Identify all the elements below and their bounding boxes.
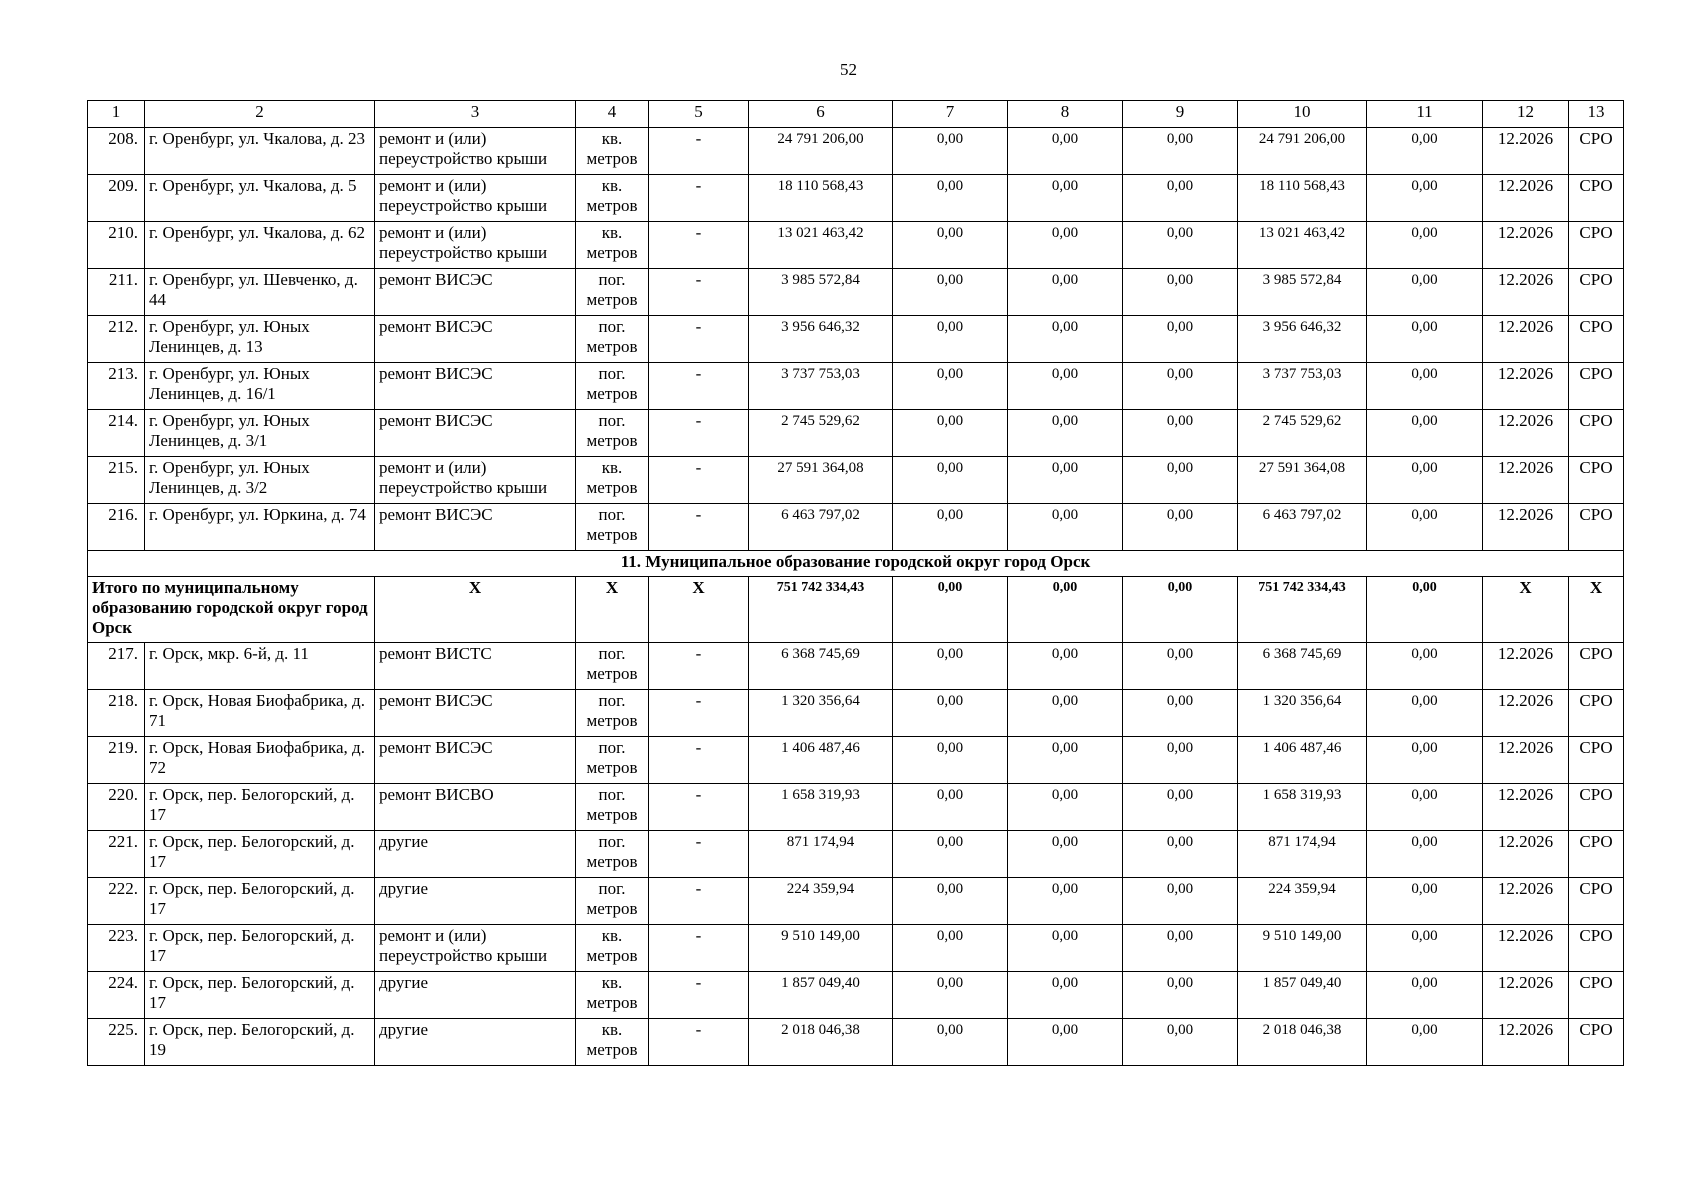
table-cell: 12.2026	[1483, 410, 1569, 457]
table-cell: 0,00	[1008, 878, 1123, 925]
table-cell: -	[649, 128, 749, 175]
table-cell: пог. метров	[576, 269, 649, 316]
table-cell: 0,00	[893, 222, 1008, 269]
table-cell: СРО	[1569, 784, 1624, 831]
table-cell: 0,00	[1123, 972, 1238, 1019]
table-cell: 13 021 463,42	[749, 222, 893, 269]
table-cell: 211.	[88, 269, 145, 316]
table-cell: 0,00	[1008, 925, 1123, 972]
table-cell: г. Оренбург, ул. Шевченко, д. 44	[145, 269, 375, 316]
table-cell: СРО	[1569, 737, 1624, 784]
table-cell: г. Орск, пер. Белогорский, д. 17	[145, 878, 375, 925]
table-cell: 0,00	[1367, 363, 1483, 410]
table-cell: СРО	[1569, 878, 1624, 925]
table-cell: -	[649, 504, 749, 551]
total-cell: 0,00	[893, 577, 1008, 643]
table-cell: СРО	[1569, 690, 1624, 737]
table-cell: ремонт ВИСЭС	[375, 410, 576, 457]
table-cell: 0,00	[1123, 269, 1238, 316]
section-title: 11. Муниципальное образование городской округ город Орск	[88, 551, 1624, 577]
table-cell: пог. метров	[576, 831, 649, 878]
table-cell: кв. метров	[576, 457, 649, 504]
table-cell: ремонт ВИСЭС	[375, 690, 576, 737]
column-number-8: 8	[1008, 101, 1123, 128]
table-cell: 3 985 572,84	[749, 269, 893, 316]
table-cell: 12.2026	[1483, 972, 1569, 1019]
table-cell: -	[649, 831, 749, 878]
table-cell: -	[649, 643, 749, 690]
table-cell: 0,00	[1123, 690, 1238, 737]
table-cell: 214.	[88, 410, 145, 457]
table-cell: 220.	[88, 784, 145, 831]
table-cell: пог. метров	[576, 504, 649, 551]
table-cell: г. Оренбург, ул. Чкалова, д. 5	[145, 175, 375, 222]
column-number-1: 1	[88, 101, 145, 128]
table-cell: 12.2026	[1483, 269, 1569, 316]
table-cell: 0,00	[1367, 457, 1483, 504]
table-cell: 0,00	[1123, 316, 1238, 363]
table-cell: 2 018 046,38	[1238, 1019, 1367, 1066]
table-cell: ремонт и (или) переустройство крыши	[375, 457, 576, 504]
table-row	[88, 175, 1624, 222]
table-cell: 24 791 206,00	[749, 128, 893, 175]
table-cell: 210.	[88, 222, 145, 269]
table-cell: 0,00	[893, 972, 1008, 1019]
table-cell: кв. метров	[576, 1019, 649, 1066]
table-cell: 6 463 797,02	[1238, 504, 1367, 551]
table-cell: 0,00	[1367, 690, 1483, 737]
table-cell: СРО	[1569, 972, 1624, 1019]
table-cell: 0,00	[1123, 737, 1238, 784]
column-number-4: 4	[576, 101, 649, 128]
table-cell: 0,00	[1008, 831, 1123, 878]
column-number-3: 3	[375, 101, 576, 128]
table-cell: 224 359,94	[1238, 878, 1367, 925]
table-row	[88, 222, 1624, 269]
table-cell: 0,00	[893, 737, 1008, 784]
table-cell: 6 368 745,69	[1238, 643, 1367, 690]
table-cell: 1 406 487,46	[1238, 737, 1367, 784]
table-cell: 871 174,94	[1238, 831, 1367, 878]
table-cell: г. Оренбург, ул. Юных Ленинцев, д. 3/1	[145, 410, 375, 457]
table-cell: 18 110 568,43	[749, 175, 893, 222]
table-cell: 0,00	[893, 690, 1008, 737]
table-cell: 0,00	[1367, 784, 1483, 831]
table-cell: 0,00	[893, 1019, 1008, 1066]
section-row	[88, 551, 1624, 577]
table-cell: 0,00	[1008, 316, 1123, 363]
table-cell: ремонт и (или) переустройство крыши	[375, 175, 576, 222]
table-cell: 0,00	[1123, 925, 1238, 972]
table-cell: 3 956 646,32	[1238, 316, 1367, 363]
table-cell: 1 658 319,93	[749, 784, 893, 831]
table-cell: СРО	[1569, 457, 1624, 504]
table-cell: пог. метров	[576, 410, 649, 457]
table-cell: 222.	[88, 878, 145, 925]
table-cell: 0,00	[1008, 410, 1123, 457]
column-number-9: 9	[1123, 101, 1238, 128]
table-row	[88, 831, 1624, 878]
total-cell: 0,00	[1367, 577, 1483, 643]
table-cell: 1 857 049,40	[749, 972, 893, 1019]
table-cell: 0,00	[1123, 175, 1238, 222]
table-cell: 12.2026	[1483, 784, 1569, 831]
table-cell: 0,00	[1123, 410, 1238, 457]
table-cell: СРО	[1569, 925, 1624, 972]
table-row	[88, 504, 1624, 551]
table-cell: 0,00	[893, 925, 1008, 972]
table-row	[88, 269, 1624, 316]
table-cell: другие	[375, 878, 576, 925]
table-cell: г. Орск, Новая Биофабрика, д. 71	[145, 690, 375, 737]
total-label: Итого по муниципальному образованию городской округ город Орск	[88, 577, 375, 643]
table-cell: СРО	[1569, 175, 1624, 222]
table-cell: 1 658 319,93	[1238, 784, 1367, 831]
table-cell: 12.2026	[1483, 175, 1569, 222]
table-cell: 0,00	[1008, 363, 1123, 410]
capital-repair-table	[87, 100, 1624, 1066]
table-cell: 3 737 753,03	[749, 363, 893, 410]
table-cell: ремонт ВИСТС	[375, 643, 576, 690]
table-cell: 6 368 745,69	[749, 643, 893, 690]
table-row	[88, 363, 1624, 410]
table-cell: 224 359,94	[749, 878, 893, 925]
table-cell: кв. метров	[576, 222, 649, 269]
table-cell: 0,00	[893, 504, 1008, 551]
table-cell: пог. метров	[576, 690, 649, 737]
table-cell: ремонт ВИСЭС	[375, 269, 576, 316]
table-cell: 0,00	[1367, 175, 1483, 222]
table-cell: -	[649, 222, 749, 269]
table-cell: 18 110 568,43	[1238, 175, 1367, 222]
table-cell: 12.2026	[1483, 363, 1569, 410]
table-cell: 27 591 364,08	[749, 457, 893, 504]
table-cell: кв. метров	[576, 972, 649, 1019]
table-cell: 0,00	[1367, 269, 1483, 316]
table-cell: 0,00	[1367, 878, 1483, 925]
table-cell: ремонт ВИСЭС	[375, 504, 576, 551]
table-cell: СРО	[1569, 128, 1624, 175]
table-cell: другие	[375, 831, 576, 878]
table-cell: г. Орск, пер. Белогорский, д. 17	[145, 925, 375, 972]
table-cell: 0,00	[1123, 878, 1238, 925]
table-row	[88, 128, 1624, 175]
table-cell: 0,00	[1367, 410, 1483, 457]
table-cell: 0,00	[1008, 504, 1123, 551]
table-cell: 6 463 797,02	[749, 504, 893, 551]
table-cell: 24 791 206,00	[1238, 128, 1367, 175]
table-cell: кв. метров	[576, 175, 649, 222]
table-cell: г. Орск, мкр. 6-й, д. 11	[145, 643, 375, 690]
table-cell: 0,00	[1367, 925, 1483, 972]
table-cell: 0,00	[1008, 457, 1123, 504]
total-cell: X	[1483, 577, 1569, 643]
table-cell: 0,00	[1123, 1019, 1238, 1066]
table-cell: г. Оренбург, ул. Чкалова, д. 23	[145, 128, 375, 175]
table-cell: 0,00	[893, 128, 1008, 175]
table-cell: 27 591 364,08	[1238, 457, 1367, 504]
table-cell: ремонт ВИСЭС	[375, 363, 576, 410]
table-row	[88, 1019, 1624, 1066]
table-cell: СРО	[1569, 222, 1624, 269]
table-cell: 0,00	[1008, 972, 1123, 1019]
table-cell: 12.2026	[1483, 690, 1569, 737]
table-cell: -	[649, 410, 749, 457]
table-cell: 0,00	[1367, 128, 1483, 175]
table-cell: г. Оренбург, ул. Юркина, д. 74	[145, 504, 375, 551]
table-cell: 9 510 149,00	[749, 925, 893, 972]
table-cell: ремонт и (или) переустройство крыши	[375, 925, 576, 972]
table-cell: 0,00	[1367, 1019, 1483, 1066]
table-cell: пог. метров	[576, 784, 649, 831]
table-cell: -	[649, 690, 749, 737]
table-cell: 0,00	[1008, 128, 1123, 175]
total-cell: X	[375, 577, 576, 643]
table-cell: ремонт и (или) переустройство крыши	[375, 128, 576, 175]
table-cell: 0,00	[1123, 784, 1238, 831]
table-cell: г. Орск, Новая Биофабрика, д. 72	[145, 737, 375, 784]
table-cell: 0,00	[1123, 222, 1238, 269]
table-cell: 12.2026	[1483, 222, 1569, 269]
table-cell: -	[649, 1019, 749, 1066]
column-number-11: 11	[1367, 101, 1483, 128]
table-cell: 0,00	[1123, 363, 1238, 410]
table-cell: 0,00	[1008, 784, 1123, 831]
table-cell: другие	[375, 972, 576, 1019]
table-cell: 12.2026	[1483, 925, 1569, 972]
table-cell: 0,00	[1367, 504, 1483, 551]
table-row	[88, 737, 1624, 784]
table-cell: 9 510 149,00	[1238, 925, 1367, 972]
table-cell: ремонт ВИСВО	[375, 784, 576, 831]
table-row	[88, 690, 1624, 737]
table-cell: 1 320 356,64	[749, 690, 893, 737]
table-cell: СРО	[1569, 316, 1624, 363]
table-cell: 0,00	[893, 175, 1008, 222]
table-cell: 3 737 753,03	[1238, 363, 1367, 410]
table-cell: кв. метров	[576, 925, 649, 972]
table-cell: 0,00	[1367, 222, 1483, 269]
total-cell: 751 742 334,43	[1238, 577, 1367, 643]
table-cell: 12.2026	[1483, 831, 1569, 878]
table-cell: СРО	[1569, 410, 1624, 457]
table-cell: г. Оренбург, ул. Юных Ленинцев, д. 16/1	[145, 363, 375, 410]
table-cell: -	[649, 269, 749, 316]
table-cell: 0,00	[1123, 504, 1238, 551]
table-cell: 12.2026	[1483, 643, 1569, 690]
table-cell: 0,00	[1367, 831, 1483, 878]
table-cell: кв. метров	[576, 128, 649, 175]
table-cell: 0,00	[1008, 269, 1123, 316]
table-cell: 0,00	[893, 784, 1008, 831]
total-cell: 751 742 334,43	[749, 577, 893, 643]
table-cell: 0,00	[1123, 457, 1238, 504]
table-cell: 0,00	[1008, 222, 1123, 269]
table-row	[88, 878, 1624, 925]
table-cell: 0,00	[1008, 737, 1123, 784]
table-cell: г. Орск, пер. Белогорский, д. 17	[145, 972, 375, 1019]
column-number-row	[88, 101, 1624, 128]
table-cell: 224.	[88, 972, 145, 1019]
table-cell: -	[649, 737, 749, 784]
table-cell: 216.	[88, 504, 145, 551]
table-cell: 0,00	[1008, 1019, 1123, 1066]
table-cell: -	[649, 925, 749, 972]
table-cell: -	[649, 175, 749, 222]
table-cell: -	[649, 457, 749, 504]
table-cell: 1 857 049,40	[1238, 972, 1367, 1019]
table-cell: другие	[375, 1019, 576, 1066]
column-number-12: 12	[1483, 101, 1569, 128]
table-cell: 12.2026	[1483, 128, 1569, 175]
table-cell: 12.2026	[1483, 878, 1569, 925]
table-cell: г. Орск, пер. Белогорский, д. 19	[145, 1019, 375, 1066]
table-cell: 0,00	[1123, 643, 1238, 690]
table-cell: ремонт ВИСЭС	[375, 737, 576, 784]
table-cell: г. Оренбург, ул. Юных Ленинцев, д. 13	[145, 316, 375, 363]
table-cell: 0,00	[1008, 643, 1123, 690]
table-cell: пог. метров	[576, 737, 649, 784]
table-cell: 12.2026	[1483, 1019, 1569, 1066]
table-row	[88, 925, 1624, 972]
table-cell: 12.2026	[1483, 504, 1569, 551]
table-cell: 1 320 356,64	[1238, 690, 1367, 737]
table-cell: 2 745 529,62	[749, 410, 893, 457]
table-cell: -	[649, 363, 749, 410]
table-cell: 0,00	[1123, 831, 1238, 878]
table-cell: СРО	[1569, 269, 1624, 316]
column-number-10: 10	[1238, 101, 1367, 128]
total-cell: X	[576, 577, 649, 643]
table-cell: 0,00	[893, 457, 1008, 504]
table-cell: 1 406 487,46	[749, 737, 893, 784]
table-cell: СРО	[1569, 363, 1624, 410]
table-cell: 3 956 646,32	[749, 316, 893, 363]
table-cell: 0,00	[893, 316, 1008, 363]
table-cell: -	[649, 316, 749, 363]
table-cell: 2 745 529,62	[1238, 410, 1367, 457]
table-cell: СРО	[1569, 643, 1624, 690]
table-cell: 12.2026	[1483, 457, 1569, 504]
table-cell: 2 018 046,38	[749, 1019, 893, 1066]
table-cell: 0,00	[893, 363, 1008, 410]
table-cell: -	[649, 972, 749, 1019]
table-cell: пог. метров	[576, 643, 649, 690]
total-cell: X	[1569, 577, 1624, 643]
table-cell: г. Оренбург, ул. Чкалова, д. 62	[145, 222, 375, 269]
table-cell: 0,00	[893, 269, 1008, 316]
column-number-6: 6	[749, 101, 893, 128]
table-cell: СРО	[1569, 504, 1624, 551]
table-cell: -	[649, 784, 749, 831]
table-cell: пог. метров	[576, 878, 649, 925]
table-cell: 223.	[88, 925, 145, 972]
table-row	[88, 457, 1624, 504]
table-cell: 212.	[88, 316, 145, 363]
table-cell: 0,00	[1367, 316, 1483, 363]
table-cell: 3 985 572,84	[1238, 269, 1367, 316]
table-cell: СРО	[1569, 831, 1624, 878]
table-cell: ремонт и (или) переустройство крыши	[375, 222, 576, 269]
table-row	[88, 784, 1624, 831]
table-cell: г. Орск, пер. Белогорский, д. 17	[145, 831, 375, 878]
total-cell: X	[649, 577, 749, 643]
table-row	[88, 643, 1624, 690]
table-cell: 12.2026	[1483, 737, 1569, 784]
table-cell: 225.	[88, 1019, 145, 1066]
table-cell: 0,00	[893, 831, 1008, 878]
table-cell: 209.	[88, 175, 145, 222]
table-cell: 217.	[88, 643, 145, 690]
table-row	[88, 316, 1624, 363]
table-cell: 208.	[88, 128, 145, 175]
table-cell: 0,00	[1367, 737, 1483, 784]
column-number-2: 2	[145, 101, 375, 128]
table-cell: 218.	[88, 690, 145, 737]
page-number: 52	[840, 60, 857, 79]
table-cell: г. Оренбург, ул. Юных Ленинцев, д. 3/2	[145, 457, 375, 504]
table-cell: СРО	[1569, 1019, 1624, 1066]
table-cell: 13 021 463,42	[1238, 222, 1367, 269]
table-cell: 221.	[88, 831, 145, 878]
table-cell: 0,00	[1008, 690, 1123, 737]
table-cell: 0,00	[893, 643, 1008, 690]
table-cell: 219.	[88, 737, 145, 784]
column-number-5: 5	[649, 101, 749, 128]
table-row	[88, 410, 1624, 457]
table-cell: 213.	[88, 363, 145, 410]
table-cell: 0,00	[1123, 128, 1238, 175]
table-cell: 871 174,94	[749, 831, 893, 878]
table-cell: ремонт ВИСЭС	[375, 316, 576, 363]
table-cell: 0,00	[1008, 175, 1123, 222]
table-cell: г. Орск, пер. Белогорский, д. 17	[145, 784, 375, 831]
column-number-7: 7	[893, 101, 1008, 128]
total-cell: 0,00	[1123, 577, 1238, 643]
table-cell: 0,00	[1367, 972, 1483, 1019]
table-cell: пог. метров	[576, 316, 649, 363]
table-cell: -	[649, 878, 749, 925]
table-cell: 0,00	[893, 410, 1008, 457]
table-cell: пог. метров	[576, 363, 649, 410]
column-number-13: 13	[1569, 101, 1624, 128]
table-cell: 0,00	[1367, 643, 1483, 690]
table-row	[88, 972, 1624, 1019]
table-cell: 12.2026	[1483, 316, 1569, 363]
total-cell: 0,00	[1008, 577, 1123, 643]
table-cell: 215.	[88, 457, 145, 504]
table-cell: 0,00	[893, 878, 1008, 925]
total-row	[88, 577, 1624, 643]
